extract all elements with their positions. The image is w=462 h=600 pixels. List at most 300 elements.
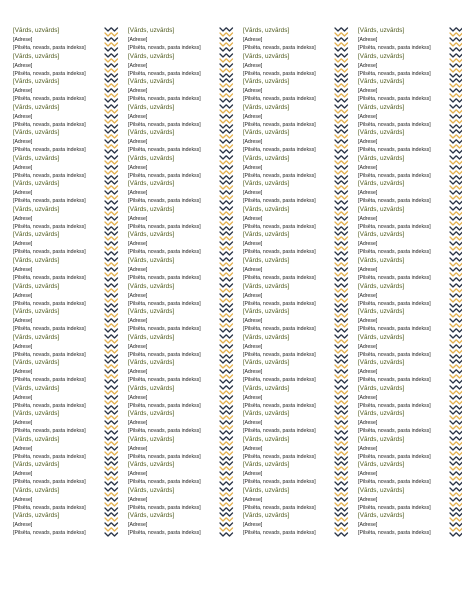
chevron-mark (220, 493, 226, 496)
chevron-mark (450, 426, 456, 429)
chevron-mark (112, 115, 118, 118)
chevron-mark (342, 411, 348, 414)
chevron-mark (450, 84, 456, 87)
chevron-mark (457, 329, 462, 332)
label-city-line: [Pilsēta, novads, pasta indekss] (243, 530, 316, 537)
address-label (13, 512, 113, 537)
chevron-mark (227, 289, 233, 292)
chevron-mark (105, 319, 111, 322)
label-address: [Adrese] (13, 266, 33, 273)
chevron-mark (457, 237, 462, 240)
chevron-mark (105, 237, 111, 240)
chevron-mark (450, 59, 456, 62)
chevron-mark (335, 201, 341, 204)
label-name: [Vārds, uzvārds] (358, 231, 405, 239)
chevron-mark (112, 171, 118, 174)
chevron-mark (342, 227, 348, 230)
chevron-mark (457, 365, 462, 368)
address-label (13, 78, 113, 103)
label-name: [Vārds, uzvārds] (358, 129, 405, 137)
label-text (243, 155, 335, 180)
chevron-mark (220, 488, 226, 491)
chevron-mark (335, 156, 341, 159)
chevron-mark (112, 191, 118, 194)
chevron-mark (227, 523, 233, 526)
chevron-mark (112, 222, 118, 225)
chevron-mark (105, 488, 111, 491)
chevron-mark (220, 59, 226, 62)
chevron-mark (457, 227, 462, 230)
chevron-mark (335, 401, 341, 404)
chevron-mark (457, 94, 462, 97)
chevron-mark (112, 513, 118, 516)
label-address: [Adrese] (243, 266, 263, 273)
label-city-line: [Pilsēta, novads, pasta indekss] (243, 402, 316, 409)
chevron-mark (457, 386, 462, 389)
label-city-line: [Pilsēta, novads, pasta indekss] (13, 479, 86, 486)
chevron-mark (335, 523, 341, 526)
chevron-mark (220, 54, 226, 57)
chevron-mark (105, 406, 111, 409)
chevron-stack-icon (104, 461, 118, 486)
label-text (13, 359, 105, 384)
label-name: [Vārds, uzvārds] (358, 180, 405, 188)
chevron-mark (227, 242, 233, 245)
chevron-mark (227, 64, 233, 67)
chevron-stack-icon (334, 410, 348, 435)
label-name: [Vārds, uzvārds] (243, 154, 290, 162)
label-name: [Vārds, uzvārds] (243, 256, 290, 264)
label-text (13, 436, 105, 461)
chevron-stack-icon (219, 487, 233, 512)
chevron-mark (457, 508, 462, 511)
chevron-mark (457, 472, 462, 475)
chevron-mark (105, 273, 111, 276)
chevron-stack-icon (219, 308, 233, 333)
chevron-mark (220, 278, 226, 281)
chevron-mark (335, 273, 341, 276)
address-label (243, 359, 343, 384)
label-name: [Vārds, uzvārds] (358, 435, 405, 443)
chevron-mark (450, 140, 456, 143)
chevron-mark (220, 289, 226, 292)
chevron-mark (335, 176, 341, 179)
chevron-mark (112, 120, 118, 123)
label-city-line: [Pilsēta, novads, pasta indekss] (13, 504, 86, 511)
label-city-line: [Pilsēta, novads, pasta indekss] (13, 121, 86, 128)
chevron-mark (450, 130, 456, 133)
address-label (243, 180, 343, 205)
chevron-mark (105, 345, 111, 348)
chevron-mark (220, 89, 226, 92)
label-name: [Vārds, uzvārds] (243, 78, 290, 86)
chevron-mark (457, 84, 462, 87)
label-text (358, 180, 450, 205)
label-city-line: [Pilsēta, novads, pasta indekss] (128, 453, 201, 460)
chevron-mark (105, 350, 111, 353)
label-text (243, 410, 335, 435)
chevron-mark (227, 232, 233, 235)
chevron-mark (450, 69, 456, 72)
chevron-stack-icon (449, 206, 462, 231)
chevron-mark (335, 508, 341, 511)
label-city-line: [Pilsēta, novads, pasta indekss] (13, 428, 86, 435)
label-name: [Vārds, uzvārds] (128, 27, 175, 34)
label-address: [Adrese] (243, 496, 263, 503)
chevron-mark (450, 370, 456, 373)
chevron-mark (227, 84, 233, 87)
chevron-mark (105, 227, 111, 230)
chevron-stack-icon (219, 359, 233, 384)
chevron-mark (112, 431, 118, 434)
chevron-mark (342, 329, 348, 332)
chevron-mark (227, 125, 233, 128)
chevron-stack-icon (219, 206, 233, 231)
chevron-mark (450, 314, 456, 317)
address-label (128, 155, 228, 180)
chevron-mark (105, 340, 111, 343)
label-name: [Vārds, uzvārds] (358, 410, 405, 418)
chevron-mark (457, 252, 462, 255)
label-text (358, 385, 450, 410)
label-city-line: [Pilsēta, novads, pasta indekss] (128, 300, 201, 307)
chevron-mark (227, 319, 233, 322)
label-address: [Adrese] (358, 369, 378, 376)
address-label (13, 334, 113, 359)
address-label (13, 283, 113, 308)
chevron-mark (335, 350, 341, 353)
chevron-mark (220, 304, 226, 307)
chevron-mark (112, 462, 118, 465)
address-label (358, 104, 458, 129)
chevron-mark (220, 503, 226, 506)
chevron-mark (342, 396, 348, 399)
chevron-mark (342, 258, 348, 261)
chevron-mark (457, 33, 462, 36)
label-address: [Adrese] (128, 369, 148, 376)
chevron-mark (112, 268, 118, 271)
chevron-mark (342, 482, 348, 485)
chevron-mark (342, 416, 348, 419)
chevron-mark (227, 528, 233, 531)
chevron-mark (450, 94, 456, 97)
chevron-mark (335, 120, 341, 123)
label-address: [Adrese] (243, 445, 263, 452)
label-address: [Adrese] (358, 343, 378, 350)
chevron-mark (335, 365, 341, 368)
chevron-mark (342, 386, 348, 389)
address-label (358, 512, 458, 537)
chevron-mark (220, 135, 226, 138)
chevron-mark (105, 508, 111, 511)
chevron-mark (335, 284, 341, 287)
chevron-mark (112, 289, 118, 292)
chevron-mark (105, 304, 111, 307)
chevron-mark (342, 48, 348, 51)
chevron-stack-icon (334, 231, 348, 256)
label-address: [Adrese] (128, 62, 148, 69)
chevron-mark (335, 355, 341, 358)
label-text (128, 283, 220, 308)
chevron-mark (112, 89, 118, 92)
label-city-line: [Pilsēta, novads, pasta indekss] (243, 428, 316, 435)
chevron-mark (450, 396, 456, 399)
chevron-mark (450, 365, 456, 368)
chevron-stack-icon (334, 461, 348, 486)
address-label (358, 385, 458, 410)
chevron-mark (450, 156, 456, 159)
chevron-mark (457, 232, 462, 235)
chevron-stack-icon (104, 129, 118, 154)
chevron-mark (457, 380, 462, 383)
chevron-mark (335, 38, 341, 41)
label-address: [Adrese] (358, 139, 378, 146)
chevron-mark (220, 411, 226, 414)
chevron-mark (342, 513, 348, 516)
chevron-mark (342, 324, 348, 327)
chevron-mark (220, 64, 226, 67)
chevron-mark (220, 314, 226, 317)
chevron-mark (227, 452, 233, 455)
chevron-mark (335, 33, 341, 36)
chevron-mark (342, 217, 348, 220)
chevron-mark (220, 43, 226, 46)
chevron-mark (227, 350, 233, 353)
address-label (128, 283, 228, 308)
chevron-mark (450, 345, 456, 348)
chevron-mark (335, 493, 341, 496)
chevron-mark (220, 273, 226, 276)
chevron-stack-icon (104, 334, 118, 359)
chevron-mark (220, 452, 226, 455)
chevron-mark (335, 513, 341, 516)
label-name: [Vārds, uzvārds] (128, 410, 175, 418)
label-city-line: [Pilsēta, novads, pasta indekss] (128, 326, 201, 333)
label-address: [Adrese] (358, 318, 378, 325)
label-city-line: [Pilsēta, novads, pasta indekss] (358, 377, 431, 384)
chevron-mark (105, 421, 111, 424)
chevron-mark (105, 457, 111, 460)
chevron-stack-icon (219, 155, 233, 180)
chevron-mark (227, 513, 233, 516)
chevron-mark (105, 416, 111, 419)
label-name: [Vārds, uzvārds] (358, 461, 405, 469)
chevron-mark (335, 426, 341, 429)
label-name: [Vārds, uzvārds] (128, 231, 175, 239)
chevron-mark (227, 309, 233, 312)
chevron-mark (112, 278, 118, 281)
chevron-mark (220, 477, 226, 480)
chevron-mark (112, 237, 118, 240)
label-city-line: [Pilsēta, novads, pasta indekss] (358, 121, 431, 128)
chevron-mark (342, 375, 348, 378)
chevron-mark (220, 130, 226, 133)
chevron-mark (457, 462, 462, 465)
chevron-mark (342, 437, 348, 440)
chevron-mark (220, 319, 226, 322)
chevron-mark (457, 140, 462, 143)
chevron-stack-icon (449, 257, 462, 282)
chevron-stack-icon (104, 512, 118, 537)
chevron-mark (112, 48, 118, 51)
chevron-mark (342, 201, 348, 204)
chevron-mark (227, 401, 233, 404)
label-text (128, 231, 220, 256)
chevron-stack-icon (449, 410, 462, 435)
label-name: [Vārds, uzvārds] (13, 154, 60, 162)
chevron-mark (457, 242, 462, 245)
chevron-mark (105, 396, 111, 399)
chevron-stack-icon (219, 385, 233, 410)
chevron-mark (450, 252, 456, 255)
chevron-mark (105, 140, 111, 143)
label-text (358, 461, 450, 486)
label-text (128, 308, 220, 333)
label-text (13, 385, 105, 410)
chevron-mark (227, 294, 233, 297)
chevron-mark (220, 345, 226, 348)
chevron-mark (335, 140, 341, 143)
label-city-line: [Pilsēta, novads, pasta indekss] (243, 274, 316, 281)
chevron-mark (457, 350, 462, 353)
chevron-mark (220, 421, 226, 424)
label-city-line: [Pilsēta, novads, pasta indekss] (13, 453, 86, 460)
chevron-mark (335, 196, 341, 199)
label-text (128, 257, 220, 282)
label-address: [Adrese] (13, 164, 33, 171)
chevron-mark (112, 217, 118, 220)
chevron-mark (457, 69, 462, 72)
label-name: [Vārds, uzvārds] (128, 435, 175, 443)
chevron-mark (112, 212, 118, 215)
chevron-mark (227, 54, 233, 57)
chevron-mark (112, 447, 118, 450)
label-name: [Vārds, uzvārds] (128, 52, 175, 60)
chevron-mark (450, 431, 456, 434)
chevron-stack-icon (334, 155, 348, 180)
label-city-line: [Pilsēta, novads, pasta indekss] (243, 172, 316, 179)
chevron-mark (342, 467, 348, 470)
label-text (358, 436, 450, 461)
chevron-mark (220, 386, 226, 389)
label-city-line: [Pilsēta, novads, pasta indekss] (13, 249, 86, 256)
chevron-stack-icon (334, 78, 348, 103)
chevron-mark (457, 89, 462, 92)
chevron-mark (450, 196, 456, 199)
chevron-mark (342, 294, 348, 297)
chevron-mark (112, 196, 118, 199)
chevron-mark (457, 411, 462, 414)
label-name: [Vārds, uzvārds] (243, 333, 290, 341)
chevron-mark (457, 120, 462, 123)
chevron-stack-icon (104, 308, 118, 333)
chevron-mark (227, 105, 233, 108)
label-text (243, 27, 335, 52)
chevron-stack-icon (219, 231, 233, 256)
chevron-mark (220, 105, 226, 108)
chevron-mark (220, 482, 226, 485)
chevron-mark (227, 181, 233, 184)
chevron-mark (342, 212, 348, 215)
chevron-mark (457, 176, 462, 179)
chevron-mark (450, 64, 456, 67)
chevron-mark (342, 145, 348, 148)
chevron-mark (457, 28, 462, 31)
chevron-mark (227, 533, 233, 536)
chevron-mark (220, 442, 226, 445)
chevron-mark (220, 120, 226, 123)
label-city-line: [Pilsēta, novads, pasta indekss] (358, 453, 431, 460)
chevron-mark (112, 314, 118, 317)
chevron-stack-icon (449, 308, 462, 333)
label-city-line: [Pilsēta, novads, pasta indekss] (243, 504, 316, 511)
chevron-mark (112, 186, 118, 189)
label-city-line: [Pilsēta, novads, pasta indekss] (13, 172, 86, 179)
chevron-mark (220, 84, 226, 87)
chevron-mark (220, 252, 226, 255)
chevron-mark (220, 406, 226, 409)
chevron-mark (335, 186, 341, 189)
label-name: [Vārds, uzvārds] (243, 359, 290, 367)
chevron-mark (450, 304, 456, 307)
label-city-line: [Pilsēta, novads, pasta indekss] (358, 402, 431, 409)
chevron-mark (227, 212, 233, 215)
address-label (128, 436, 228, 461)
chevron-mark (342, 84, 348, 87)
address-label (128, 206, 228, 231)
label-address: [Adrese] (243, 37, 263, 43)
label-address: [Adrese] (13, 113, 33, 120)
chevron-mark (105, 232, 111, 235)
label-name: [Vārds, uzvārds] (13, 205, 60, 213)
chevron-mark (457, 48, 462, 51)
chevron-mark (220, 166, 226, 169)
chevron-mark (112, 396, 118, 399)
label-address: [Adrese] (128, 292, 148, 299)
address-label (128, 461, 228, 486)
chevron-mark (335, 391, 341, 394)
label-city-line: [Pilsēta, novads, pasta indekss] (13, 223, 86, 230)
label-address: [Adrese] (358, 420, 378, 427)
chevron-mark (227, 227, 233, 230)
label-text (128, 180, 220, 205)
chevron-mark (335, 79, 341, 82)
address-label (13, 206, 113, 231)
label-city-line: [Pilsēta, novads, pasta indekss] (358, 96, 431, 103)
chevron-mark (112, 391, 118, 394)
label-name: [Vārds, uzvārds] (128, 205, 175, 213)
chevron-mark (112, 335, 118, 338)
chevron-mark (112, 110, 118, 113)
chevron-mark (342, 89, 348, 92)
chevron-mark (335, 207, 341, 210)
chevron-mark (105, 54, 111, 57)
label-address: [Adrese] (13, 343, 33, 350)
chevron-mark (220, 115, 226, 118)
label-city-line: [Pilsēta, novads, pasta indekss] (243, 249, 316, 256)
chevron-mark (342, 115, 348, 118)
label-name: [Vārds, uzvārds] (358, 205, 405, 213)
label-text (128, 206, 220, 231)
label-name: [Vārds, uzvārds] (358, 359, 405, 367)
address-label (128, 27, 228, 52)
chevron-mark (335, 130, 341, 133)
chevron-mark (335, 69, 341, 72)
chevron-mark (112, 477, 118, 480)
chevron-mark (335, 477, 341, 480)
chevron-mark (220, 38, 226, 41)
chevron-mark (450, 278, 456, 281)
